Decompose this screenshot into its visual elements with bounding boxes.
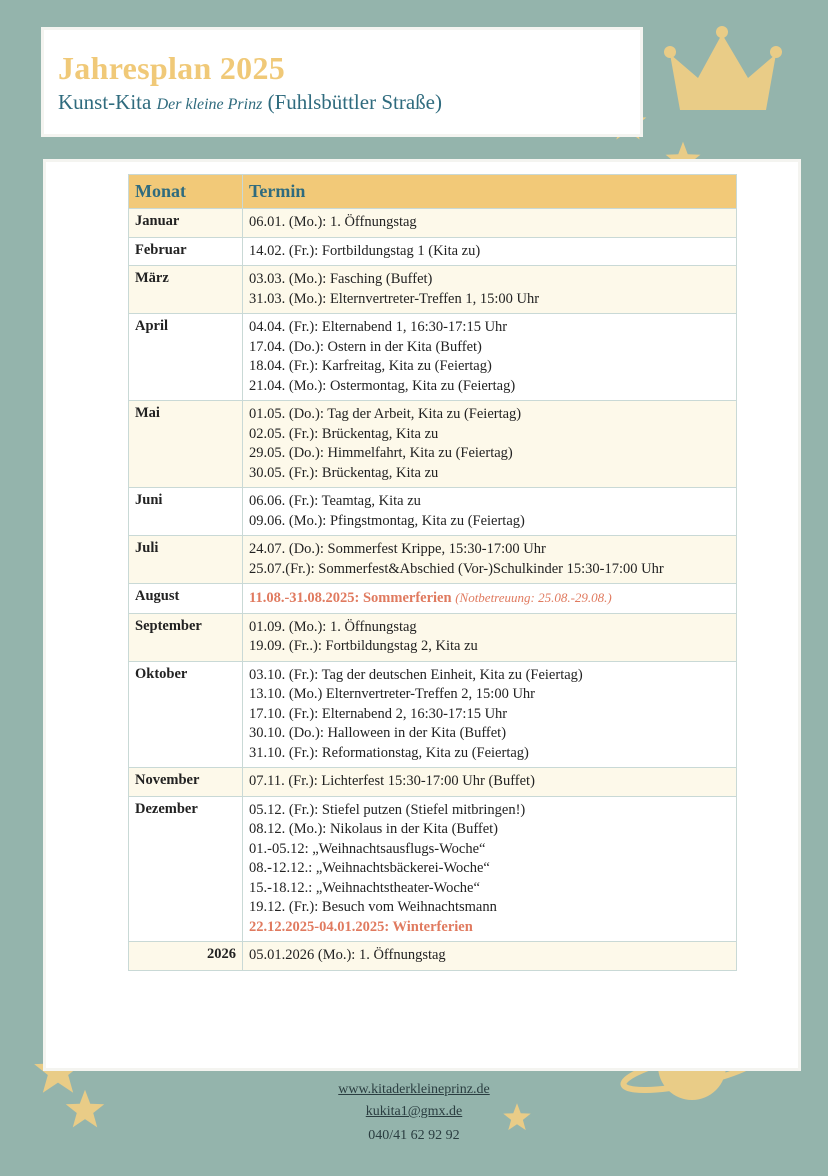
events-cell [243,661,737,768]
holiday-note: (Notbetreuung: 25.08.-29.08.) [455,590,612,605]
column-header-month: Monat [129,175,243,209]
column-header-date: Termin [243,175,737,209]
table-row [129,661,737,768]
event-line: 15.-18.12.: „Weihnachtstheater-Woche“ [249,879,480,896]
subtitle-prefix: Kunst-Kita [58,90,157,114]
table-row [129,314,737,401]
event-line: 31.03. (Mo.): Elternvertreter-Treffen 1, 15:00 Uhr [249,290,540,307]
table-row [129,942,737,971]
month-cell: Mai [129,401,243,488]
events-cell [243,613,737,661]
event-line: 08.12. (Mo.): Nikolaus in der Kita (Buffet) [249,821,499,837]
event-line: 03.03. (Mo.): Fasching (Buffet) [249,271,433,287]
crown-icon [664,26,782,114]
month-cell: Januar [129,209,243,238]
event-line: 29.05. (Do.): Himmelfahrt, Kita zu (Feiertag) [249,445,513,461]
event-line: 30.05. (Fr.): Brückentag, Kita zu [249,464,439,481]
event-line: 19.12. (Fr.): Besuch vom Weihnachtsmann [249,899,497,915]
month-cell: 2026 [129,942,243,971]
holiday-text: 22.12.2025-04.01.2025: Winterferien [249,918,473,935]
month-cell: Februar [129,237,243,266]
event-line: 14.02. (Fr.): Fortbildungstag 1 (Kita zu) [249,242,481,259]
month-cell: November [129,768,243,797]
event-line: 19.09. (Fr..): Fortbildungstag 2, Kita zu [249,638,478,654]
events-cell [243,488,737,536]
table-row [129,536,737,584]
table-row [129,488,737,536]
events-cell [243,209,737,238]
events-cell [243,237,737,266]
month-cell: Oktober [129,661,243,768]
event-line: 30.10. (Do.): Halloween in der Kita (Buffet) [249,725,507,741]
events-cell [243,314,737,401]
event-line: 24.07. (Do.): Sommerfest Krippe, 15:30-17:00 Uhr [249,541,546,557]
table-row [129,613,737,661]
month-cell: Juni [129,488,243,536]
event-line: 06.01. (Mo.): 1. Öffnungstag [249,214,417,230]
subtitle-script-name: Der kleine Prinz [156,96,263,113]
table-row [129,796,737,942]
website-link[interactable]: www.kitaderkleineprinz.de [338,1082,490,1097]
holiday-text: 11.08.-31.08.2025: Sommerferien [249,590,452,606]
event-line: 31.10. (Fr.): Reformationstag, Kita zu (Feiertag) [249,744,529,761]
event-line: 18.04. (Fr.): Karfreitag, Kita zu (Feiertag) [249,358,492,374]
event-line: 02.05. (Fr.): Brückentag, Kita zu [249,425,439,442]
event-line: 07.11. (Fr.): Lichterfest 15:30-17:00 Uhr (Buffet) [249,773,535,789]
events-cell [243,796,737,942]
events-cell [243,401,737,488]
event-line: 08.-12.12.: „Weihnachtsbäckerei-Woche“ [249,860,490,876]
page-title: Jahresplan 2025 [58,50,286,86]
event-line: 01.-05.12: „Weihnachtsausflugs-Woche“ [249,840,486,857]
event-line: 01.09. (Mo.): 1. Öffnungstag [249,618,417,635]
month-cell: August [129,584,243,614]
table-row [129,266,737,314]
month-cell: April [129,314,243,401]
event-line: 05.01.2026 (Mo.): 1. Öffnungstag [249,947,446,963]
events-cell [243,768,737,797]
event-line: 01.05. (Do.): Tag der Arbeit, Kita zu (Feiertag) [249,406,522,422]
events-cell [243,266,737,314]
event-line: 04.04. (Fr.): Elternabend 1, 16:30-17:15 Uhr [249,319,508,335]
table-row [129,768,737,797]
event-line: 09.06. (Mo.): Pfingstmontag, Kita zu (Feiertag) [249,512,525,529]
month-cell: Juli [129,536,243,584]
table-row [129,401,737,488]
event-line: 06.06. (Fr.): Teamtag, Kita zu [249,493,421,509]
month-cell: Dezember [129,796,243,942]
event-line: 03.10. (Fr.): Tag der deutschen Einheit, Kita zu (Feiertag) [249,666,583,683]
month-cell: September [129,613,243,661]
event-line: 25.07.(Fr.): Sommerfest&Abschied (Vor-)Schulkinder 15:30-17:00 Uhr [249,560,664,577]
table-row [129,584,737,614]
subtitle-suffix: (Fuhlsbüttler Straße) [262,90,442,114]
email-link[interactable]: kukita1@gmx.de [365,1104,463,1119]
phone-number: 040/41 62 92 92 [368,1128,460,1143]
event-line: 05.12. (Fr.): Stiefel putzen (Stiefel mitbringen!) [249,801,526,818]
events-cell [243,536,737,584]
schedule-card [46,162,798,1068]
table-row [129,209,737,238]
table-row [129,237,737,266]
events-cell [243,942,737,971]
subtitle [58,90,442,115]
event-line: 17.10. (Fr.): Elternabend 2, 16:30-17:15 Uhr [249,705,508,722]
month-cell: März [129,266,243,314]
event-line: 21.04. (Mo.): Ostermontag, Kita zu (Feiertag) [249,377,516,394]
header-card [44,30,640,134]
event-line: 13.10. (Mo.) Elternvertreter-Treffen 2, 15:00 Uhr [249,686,536,702]
event-line: 17.04. (Do.): Ostern in der Kita (Buffet) [249,338,482,355]
events-cell [243,584,737,614]
event-line [249,588,730,609]
schedule-table [128,174,737,971]
